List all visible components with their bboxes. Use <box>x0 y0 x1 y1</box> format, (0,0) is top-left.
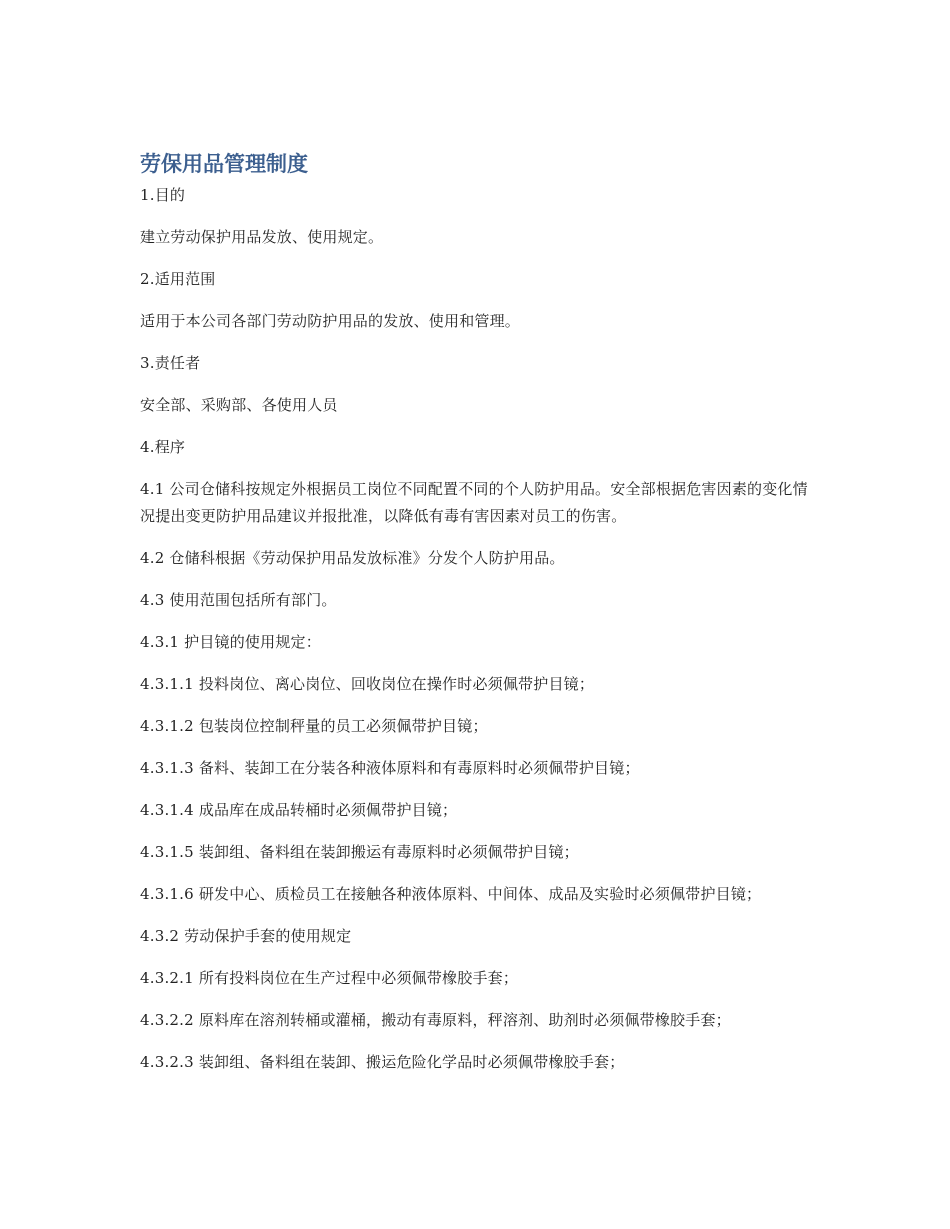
paragraph: 4.1 公司仓储科按规定外根据员工岗位不同配置不同的个人防护用品。安全部根据危害因素的变化情况提出变更防护用品建议并报批准，以降低有毒有害因素对员工的伤害。 <box>140 480 808 525</box>
paragraph: 4.3.1.5 装卸组、备料组在装卸搬运有毒原料时必须佩带护目镜； <box>140 843 579 861</box>
paragraph: 4.3.1.3 备料、装卸工在分装各种液体原料和有毒原料时必须佩带护目镜； <box>140 759 640 777</box>
paragraph: 4.3.2.1 所有投料岗位在生产过程中必须佩带橡胶手套； <box>140 969 519 987</box>
paragraph: 4.3.1.1 投料岗位、离心岗位、回收岗位在操作时必须佩带护目镜； <box>140 675 595 693</box>
paragraph: 安全部、采购部、各使用人员 <box>140 396 338 414</box>
paragraph: 4.3.1 护目镜的使用规定： <box>140 633 321 651</box>
paragraph: 4.3.1.4 成品库在成品转桶时必须佩带护目镜； <box>140 801 458 819</box>
paragraph: 4.3.2.2 原料库在溶剂转桶或灌桶，搬动有毒原料，秤溶剂、助剂时必须佩带橡胶手套； <box>140 1011 731 1029</box>
document-page <box>140 150 820 1091</box>
paragraph: 4.2 仓储科根据《劳动保护用品发放标准》分发个人防护用品。 <box>140 549 565 567</box>
section-heading-responsibility: 3.责任者 <box>140 354 201 372</box>
paragraph: 适用于本公司各部门劳动防护用品的发放、使用和管理。 <box>140 312 521 330</box>
section-heading-procedure: 4.程序 <box>140 438 186 456</box>
paragraph: 4.3.2 劳动保护手套的使用规定 <box>140 927 352 945</box>
paragraph: 建立劳动保护用品发放、使用规定。 <box>140 228 384 246</box>
document-title: 劳保用品管理制度 <box>140 152 308 176</box>
paragraph: 4.3.2.3 装卸组、备料组在装卸、搬运危险化学品时必须佩带橡胶手套； <box>140 1053 625 1071</box>
section-heading-purpose: 1.目的 <box>140 186 186 204</box>
paragraph: 4.3 使用范围包括所有部门。 <box>140 591 337 609</box>
paragraph: 4.3.1.2 包装岗位控制秤量的员工必须佩带护目镜； <box>140 717 488 735</box>
section-heading-scope: 2.适用范围 <box>140 270 216 288</box>
paragraph: 4.3.1.6 研发中心、质检员工在接触各种液体原料、中间体、成品及实验时必须佩带护目镜； <box>140 885 762 903</box>
